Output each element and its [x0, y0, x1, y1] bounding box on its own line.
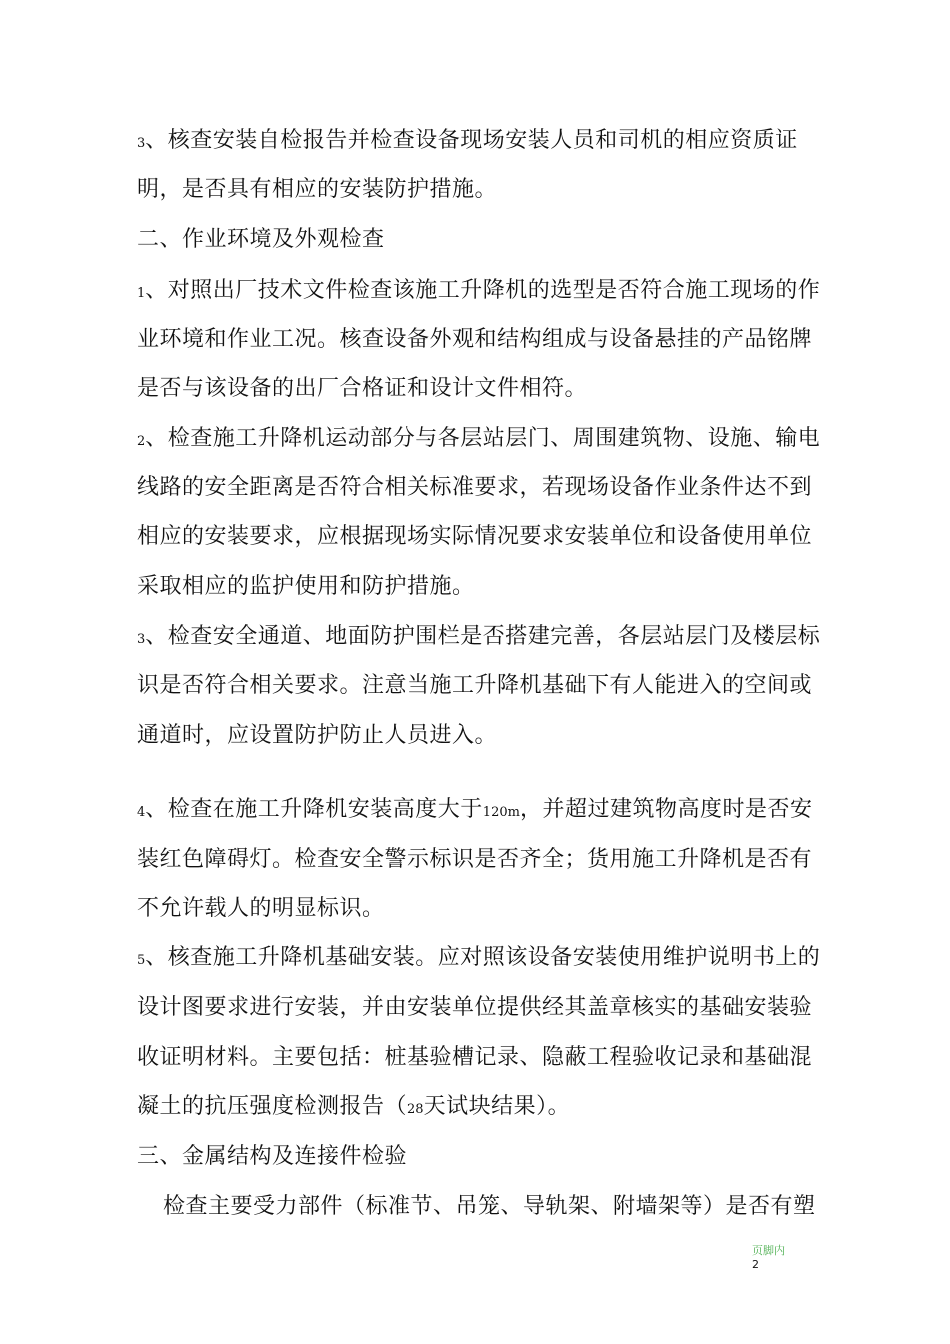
body-line [137, 1092, 570, 1125]
footer-label: 页脚内 [752, 1244, 785, 1257]
line-text: 通道时，应设置防护防止人员进入。 [137, 723, 498, 748]
body-line [137, 572, 475, 602]
item-number: 3 [137, 136, 146, 151]
height-value: 120m [482, 805, 520, 820]
line-text: 、核查安装自检报告并检查设备现场安装人员和司机的相应资质证 [145, 128, 798, 153]
line-text: 、检查施工升降机运动部分与各层站层门、周围建筑物、设施、输电 [145, 426, 821, 451]
body-line [137, 374, 587, 404]
body-line [137, 175, 497, 205]
line-text: 检查主要受力部件（标准节、吊笼、导轨架、附墙架等）是否有塑 [163, 1194, 816, 1219]
line-text: 不允许载人的明显标识。 [137, 896, 385, 921]
body-line [137, 1043, 812, 1073]
line-text: 、检查在施工升降机安装高度大于 [145, 797, 483, 822]
body-line [137, 845, 812, 875]
heading-text: 三、金属结构及连接件检验 [137, 1144, 408, 1169]
body-line [137, 894, 385, 924]
line-text: 设计图要求进行安装，并由安装单位提供经其盖章核实的基础安装验 [137, 995, 813, 1020]
body-line [137, 943, 820, 976]
line-text: 、检查安全通道、地面防护围栏是否搭建完善，各层站层门及楼层标 [145, 624, 821, 649]
body-line [163, 1192, 816, 1222]
line-text: 采取相应的监护使用和防护措施。 [137, 574, 475, 599]
line-text: 、对照出厂技术文件检查该施工升降机的选型是否符合施工现场的作 [145, 278, 821, 303]
body-line [137, 622, 820, 655]
body-line [137, 276, 820, 309]
days-value: 28 [407, 1102, 424, 1117]
line-text: 收证明材料。主要包括：桩基验槽记录、隐蔽工程验收记录和基础混 [137, 1045, 813, 1070]
item-number: 4 [137, 805, 146, 820]
body-line [137, 325, 812, 355]
section-heading [137, 1142, 407, 1172]
body-line [137, 522, 812, 552]
body-line [137, 721, 497, 751]
line-text-rest: ，并超过建筑物高度时是否安 [519, 797, 813, 822]
line-text: 识是否符合相关要求。注意当施工升降机基础下有人能进入的空间或 [137, 673, 813, 698]
item-number: 5 [137, 953, 146, 968]
body-line [137, 473, 812, 503]
line-text: 、核查施工升降机基础安装。应对照该设备安装使用维护说明书上的 [145, 945, 821, 970]
body-line [137, 671, 812, 701]
line-text: 相应的安装要求，应根据现场实际情况要求安装单位和设备使用单位 [137, 524, 813, 549]
body-line [137, 795, 812, 828]
line-text: 装红色障碍灯。检查安全警示标识是否齐全；货用施工升降机是否有 [137, 847, 813, 872]
line-text: 业环境和作业工况。核查设备外观和结构组成与设备悬挂的产品铭牌 [137, 327, 813, 352]
item-number: 3 [137, 632, 146, 647]
line-text-rest: 天试块结果）。 [423, 1094, 571, 1119]
heading-text: 二、作业环境及外观检查 [137, 227, 385, 252]
line-text: 线路的安全距离是否符合相关标准要求，若现场设备作业条件达不到 [137, 475, 813, 500]
section-heading [137, 225, 385, 255]
body-line [137, 126, 798, 159]
line-text: 是否与该设备的出厂合格证和设计文件相符。 [137, 376, 588, 401]
body-line [137, 424, 820, 457]
item-number: 1 [137, 286, 146, 301]
page-number: 2 [752, 1258, 759, 1271]
body-line [137, 993, 812, 1023]
line-text: 明，是否具有相应的安装防护措施。 [137, 177, 498, 202]
line-text: 凝土的抗压强度检测报告（ [137, 1094, 408, 1119]
item-number: 2 [137, 434, 146, 449]
